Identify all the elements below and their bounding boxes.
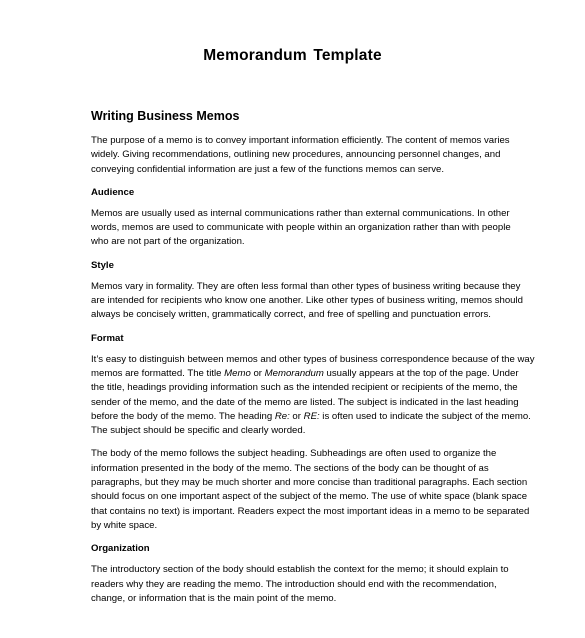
text-run: or	[250, 367, 265, 379]
text-run: before the body of the memo. The heading	[91, 410, 275, 422]
text-run: memos are formatted. The title	[91, 367, 225, 379]
document-body	[91, 108, 535, 615]
text-run: usually appears at the top of the page. Under	[323, 367, 519, 379]
text-run: is often used to indicate the subject of the memo.	[319, 410, 531, 422]
paragraph-line: are intended for recipients who know one another. Like other types of business writing, memos should	[91, 295, 523, 307]
paragraph-line	[91, 367, 519, 381]
format-heading: Format	[91, 332, 124, 344]
paragraph-line: It’s easy to distinguish between memos and other types of business correspondence because of the way	[91, 353, 535, 365]
format-paragraph-1	[91, 353, 535, 439]
style-heading: Style	[91, 259, 114, 271]
paragraph-line: the title, headings providing information such as the intended recipient or recipients of the memo, the	[91, 382, 518, 394]
paragraph-line: conveying confidential information are just a few of the functions memos can serve.	[91, 163, 445, 175]
paragraph-line: readers why they are reading the memo. The introduction should end with the recommendation,	[91, 578, 497, 590]
style-paragraph	[91, 280, 523, 323]
paragraph-line: sender of the memo, and the date of the memo are listed. The subject is indicated in the last heading	[91, 396, 519, 408]
paragraph-line: information presented in the body of the memo. The sections of the body can be thought of as	[91, 462, 489, 474]
organization-heading: Organization	[91, 543, 150, 555]
paragraph-line: Memos are usually used as internal communications rather than external communications. In other	[91, 207, 510, 219]
text-run: or	[289, 410, 304, 422]
organization-paragraph	[91, 563, 511, 606]
paragraph-line: that contains no text) is important. Readers expect the most important ideas in a memo to be separated	[91, 505, 530, 517]
paragraph-line: The body of the memo follows the subject heading. Subheadings are often used to organize the	[91, 448, 497, 460]
paragraph-line: always be concisely written, grammatically correct, and free of spelling and punctuation errors.	[91, 309, 491, 321]
italic-term-memorandum: Memorandum	[264, 367, 324, 379]
italic-term-re: Re:	[274, 410, 290, 422]
paragraph-line: should focus on one important aspect of the subject of the memo. The use of white space (blank space	[91, 491, 528, 503]
paragraph-line: widely. Giving recommendations, outlining new procedures, announcing personnel changes, and	[91, 149, 501, 161]
paragraph-line: The subject should be specific and clearly worded.	[91, 425, 306, 437]
section-title: Writing Business Memos	[91, 109, 240, 123]
paragraph-line: who are not part of the organization.	[91, 236, 245, 248]
italic-term-re-caps: RE:	[303, 410, 320, 422]
document-title: Memorandum Template	[203, 47, 382, 64]
paragraph-line: words, memos are used to communicate with people within an organization rather than with people	[91, 222, 511, 234]
paragraph-line: Memos vary in formality. They are often less formal than other types of business writing because they	[91, 280, 521, 292]
paragraph-line: The purpose of a memo is to convey important information efficiently. The content of memos varies	[91, 135, 510, 146]
format-paragraph-2	[91, 447, 530, 533]
paragraph-line	[91, 410, 531, 424]
intro-paragraph	[91, 134, 511, 177]
paragraph-line: change, or information that is the main point of the memo.	[91, 592, 337, 604]
audience-heading: Audience	[91, 186, 135, 198]
paragraph-line: paragraphs, but they may be much shorter and more concise than traditional paragraphs. Each section	[91, 477, 528, 489]
paragraph-line: by white space.	[91, 519, 158, 531]
italic-term-memo: Memo	[224, 367, 251, 379]
paragraph-line: The introductory section of the body should establish the context for the memo; it should explain to	[91, 564, 509, 576]
audience-paragraph	[91, 207, 511, 250]
